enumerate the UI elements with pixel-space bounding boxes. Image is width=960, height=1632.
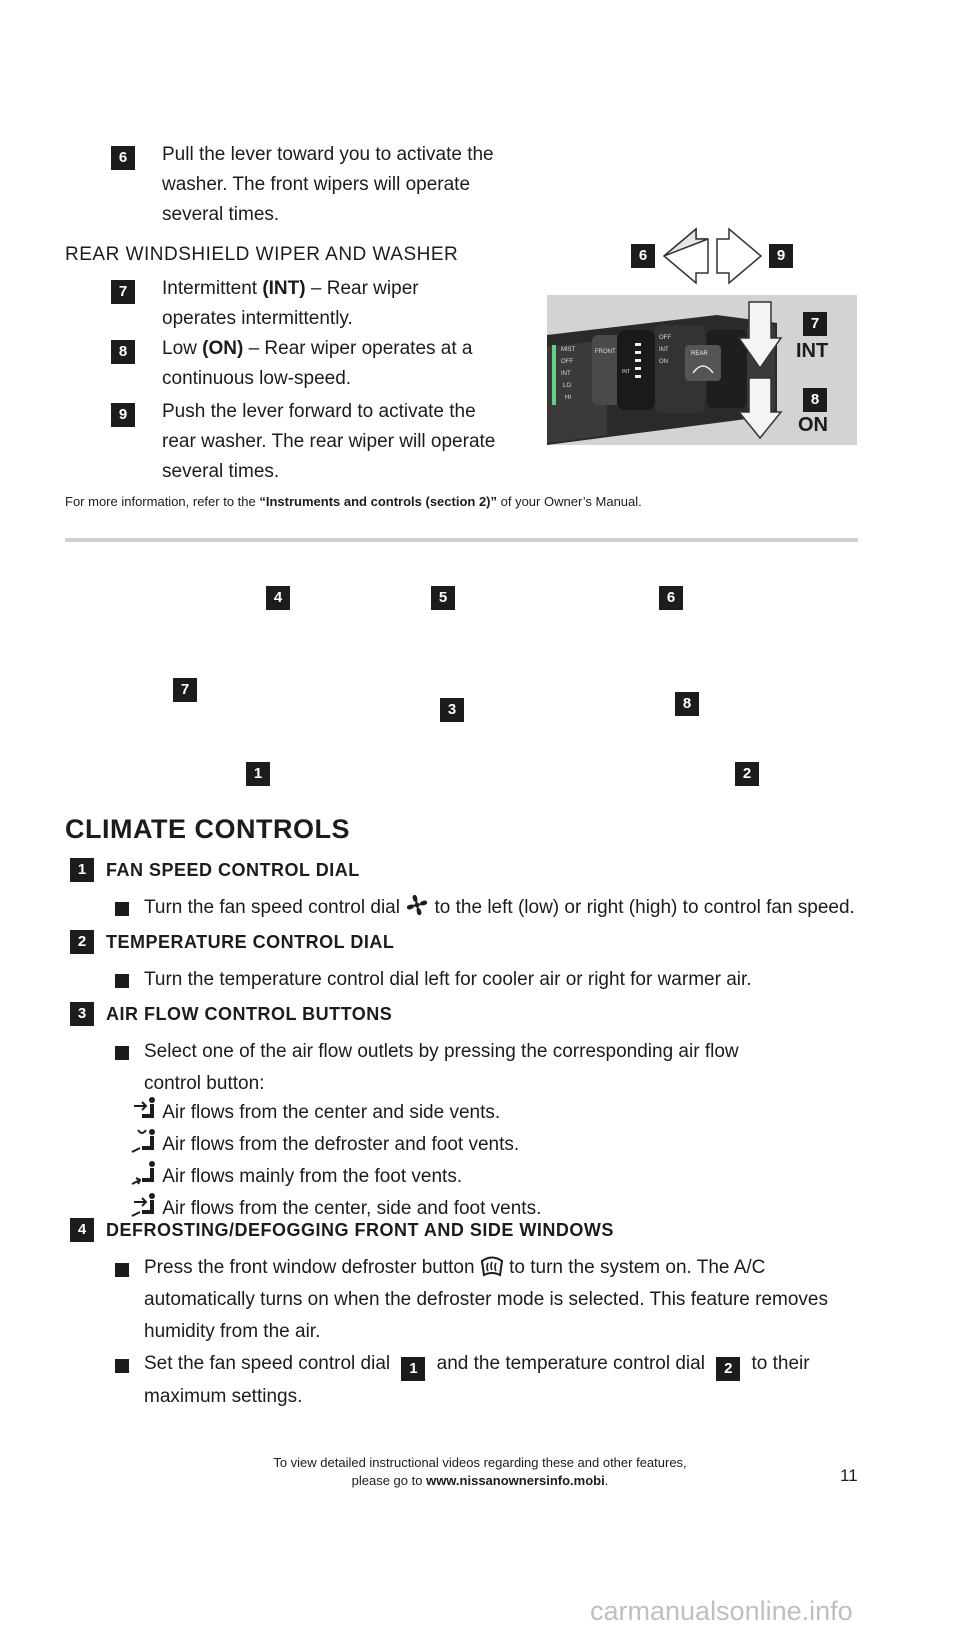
callout-6: 6	[659, 586, 683, 610]
lever-label-mist: MIST	[561, 347, 576, 353]
defrost-foot-vent-icon	[130, 1128, 158, 1154]
step-9-line2: rear washer. The rear wiper will operate	[162, 431, 496, 452]
step-6-line2: washer. The front wipers will operate	[162, 174, 471, 195]
watermark: carmanualsonline.info	[590, 1596, 853, 1626]
footnote-post: of your Owner’s Manual.	[497, 494, 642, 509]
step-7-line2: operates intermittently.	[162, 308, 353, 329]
defrost-b1-pre: Press the front window defroster button	[144, 1257, 480, 1278]
section-badge-3: 3	[70, 1002, 94, 1026]
defrost-bullet-2-line1	[144, 1348, 810, 1381]
step-7-post: – Rear wiper	[305, 278, 419, 299]
section-badge-2: 2	[70, 930, 94, 954]
fan-bullet-pre: Turn the fan speed control dial	[144, 897, 406, 918]
footer-line2-post: .	[604, 1473, 609, 1488]
airflow-mode-face-text: Air flows from the center and side vents.	[162, 1102, 501, 1123]
section-badge-4: 4	[70, 1218, 94, 1242]
step-9-line1: Push the lever forward to activate the	[162, 401, 476, 422]
step-8-bold: (ON)	[202, 338, 244, 359]
climate-title: CLIMATE CONTROLS	[65, 814, 350, 844]
temperature-heading: TEMPERATURE CONTROL DIAL	[106, 932, 395, 952]
figure-badge-9: 9	[769, 244, 793, 268]
bullet-square	[115, 974, 129, 988]
lever-label-off2: OFF	[659, 335, 671, 341]
lever-label-hi: HI	[565, 395, 571, 401]
callout-8: 8	[675, 692, 699, 716]
section-divider	[65, 538, 858, 542]
step-8-post: – Rear wiper operates at a	[243, 338, 473, 359]
defrost-bullet-1	[144, 1252, 828, 1348]
defrost-bullet-2	[144, 1348, 810, 1413]
step-badge-9: 9	[111, 403, 135, 427]
inline-badge-1: 1	[401, 1357, 425, 1381]
callout-3: 3	[440, 698, 464, 722]
defrost-b2-mid: and the temperature control dial	[431, 1353, 711, 1374]
airflow-bullet	[144, 1036, 739, 1100]
lever-label-rear: REAR	[691, 351, 708, 357]
lever-label-int2: INT	[659, 347, 669, 353]
defrost-heading: DEFROSTING/DEFOGGING FRONT AND SIDE WINDOWS	[106, 1220, 614, 1240]
callout-5: 5	[431, 586, 455, 610]
int-label: INT	[796, 340, 829, 362]
callout-2: 2	[735, 762, 759, 786]
footer	[0, 1454, 960, 1490]
step-7-bold: (INT)	[262, 278, 306, 299]
step-8-text	[162, 334, 472, 394]
bullet-square	[115, 1263, 129, 1277]
callout-4: 4	[266, 586, 290, 610]
defrost-bullet-1-line3: humidity from the air.	[144, 1321, 321, 1342]
step-8-line1	[162, 334, 472, 364]
footer-line2-pre: please go to	[351, 1473, 427, 1488]
airflow-mode-foot	[130, 1160, 541, 1192]
step-7-text	[162, 274, 419, 334]
step-7-pre: Intermittent	[162, 278, 263, 299]
footnote-bold: “Instruments and controls (section 2)”	[259, 494, 498, 509]
defrost-b2-post: to their	[746, 1353, 810, 1374]
svg-text:INT: INT	[622, 369, 631, 375]
step-8-line2: continuous low-speed.	[162, 368, 352, 389]
foot-vent-icon	[130, 1160, 158, 1186]
step-6-line1: Pull the lever toward you to activate the	[162, 144, 494, 165]
airflow-heading: AIR FLOW CONTROL BUTTONS	[106, 1004, 393, 1024]
figure-badge-6: 6	[631, 244, 655, 268]
fan-icon	[405, 893, 429, 917]
temperature-bullet: Turn the temperature control dial left for cooler air or right for warmer air.	[144, 969, 752, 990]
fan-speed-heading: FAN SPEED CONTROL DIAL	[106, 860, 360, 880]
lever-label-int: INT	[561, 371, 571, 377]
bullet-square	[115, 1046, 129, 1060]
section-badge-1: 1	[70, 858, 94, 882]
airflow-mode-foot-text: Air flows mainly from the foot vents.	[162, 1166, 463, 1187]
step-badge-6: 6	[111, 146, 135, 170]
lever-label-front: FRONT	[595, 349, 616, 355]
defrost-bullet-2-line2: maximum settings.	[144, 1386, 303, 1407]
defrost-b1-post: to turn the system on. The A/C	[503, 1257, 766, 1278]
step-8-pre: Low	[162, 338, 203, 359]
lever-label-lo: LO	[563, 383, 572, 389]
footnote-pre: For more information, refer to the	[65, 494, 260, 509]
defrost-bullet-1-line1	[144, 1252, 828, 1284]
step-badge-7: 7	[111, 280, 135, 304]
airflow-mode-face	[130, 1096, 541, 1128]
step-6-text	[162, 140, 494, 230]
step-6-line3: several times.	[162, 204, 280, 225]
defrost-b2-pre: Set the fan speed control dial	[144, 1353, 396, 1374]
bullet-square	[115, 1359, 129, 1373]
on-label: ON	[798, 414, 828, 436]
defrost-bullet-1-line2: automatically turns on when the defroster mode is selected. This feature removes	[144, 1289, 828, 1310]
inline-badge-2: 2	[716, 1357, 740, 1381]
callout-1: 1	[246, 762, 270, 786]
fan-speed-bullet	[144, 892, 855, 924]
lever-label-on: ON	[659, 359, 668, 365]
wiper-footnote	[65, 494, 642, 509]
airflow-modes-list	[130, 1096, 541, 1224]
step-badge-8: 8	[111, 340, 135, 364]
footer-line2	[0, 1472, 960, 1490]
airflow-mode-defrost-foot-text: Air flows from the defroster and foot vents.	[162, 1134, 520, 1155]
page-number: 11	[840, 1466, 858, 1485]
airflow-mode-defrost-foot	[130, 1128, 541, 1160]
figure-badge-7: 7	[803, 312, 827, 336]
push-pull-arrows-icon	[660, 225, 765, 287]
int-on-arrows-icon	[737, 300, 787, 440]
callout-7: 7	[173, 678, 197, 702]
front-defroster-icon	[480, 1255, 504, 1277]
footer-link[interactable]: www.nissanownersinfo.mobi	[426, 1473, 605, 1488]
step-7-line1	[162, 274, 419, 304]
footer-line1: To view detailed instructional videos regarding these and other features,	[273, 1455, 687, 1470]
lever-label-off: OFF	[561, 359, 573, 365]
airflow-mode-bilevel-text: Air flows from the center, side and foot vents.	[162, 1198, 542, 1219]
fan-bullet-post: to the left (low) or right (high) to control fan speed.	[429, 897, 855, 918]
rear-wiper-heading: REAR WINDSHIELD WIPER AND WASHER	[65, 244, 459, 265]
figure-badge-8: 8	[803, 388, 827, 412]
step-9-line3: several times.	[162, 461, 280, 482]
bullet-square	[115, 902, 129, 916]
step-9-text	[162, 397, 495, 487]
airflow-bullet-line2: control button:	[144, 1073, 265, 1094]
face-vent-icon	[130, 1096, 158, 1122]
bilevel-vent-icon	[130, 1192, 158, 1218]
airflow-bullet-line1: Select one of the air flow outlets by pressing the corresponding air flow	[144, 1041, 739, 1062]
